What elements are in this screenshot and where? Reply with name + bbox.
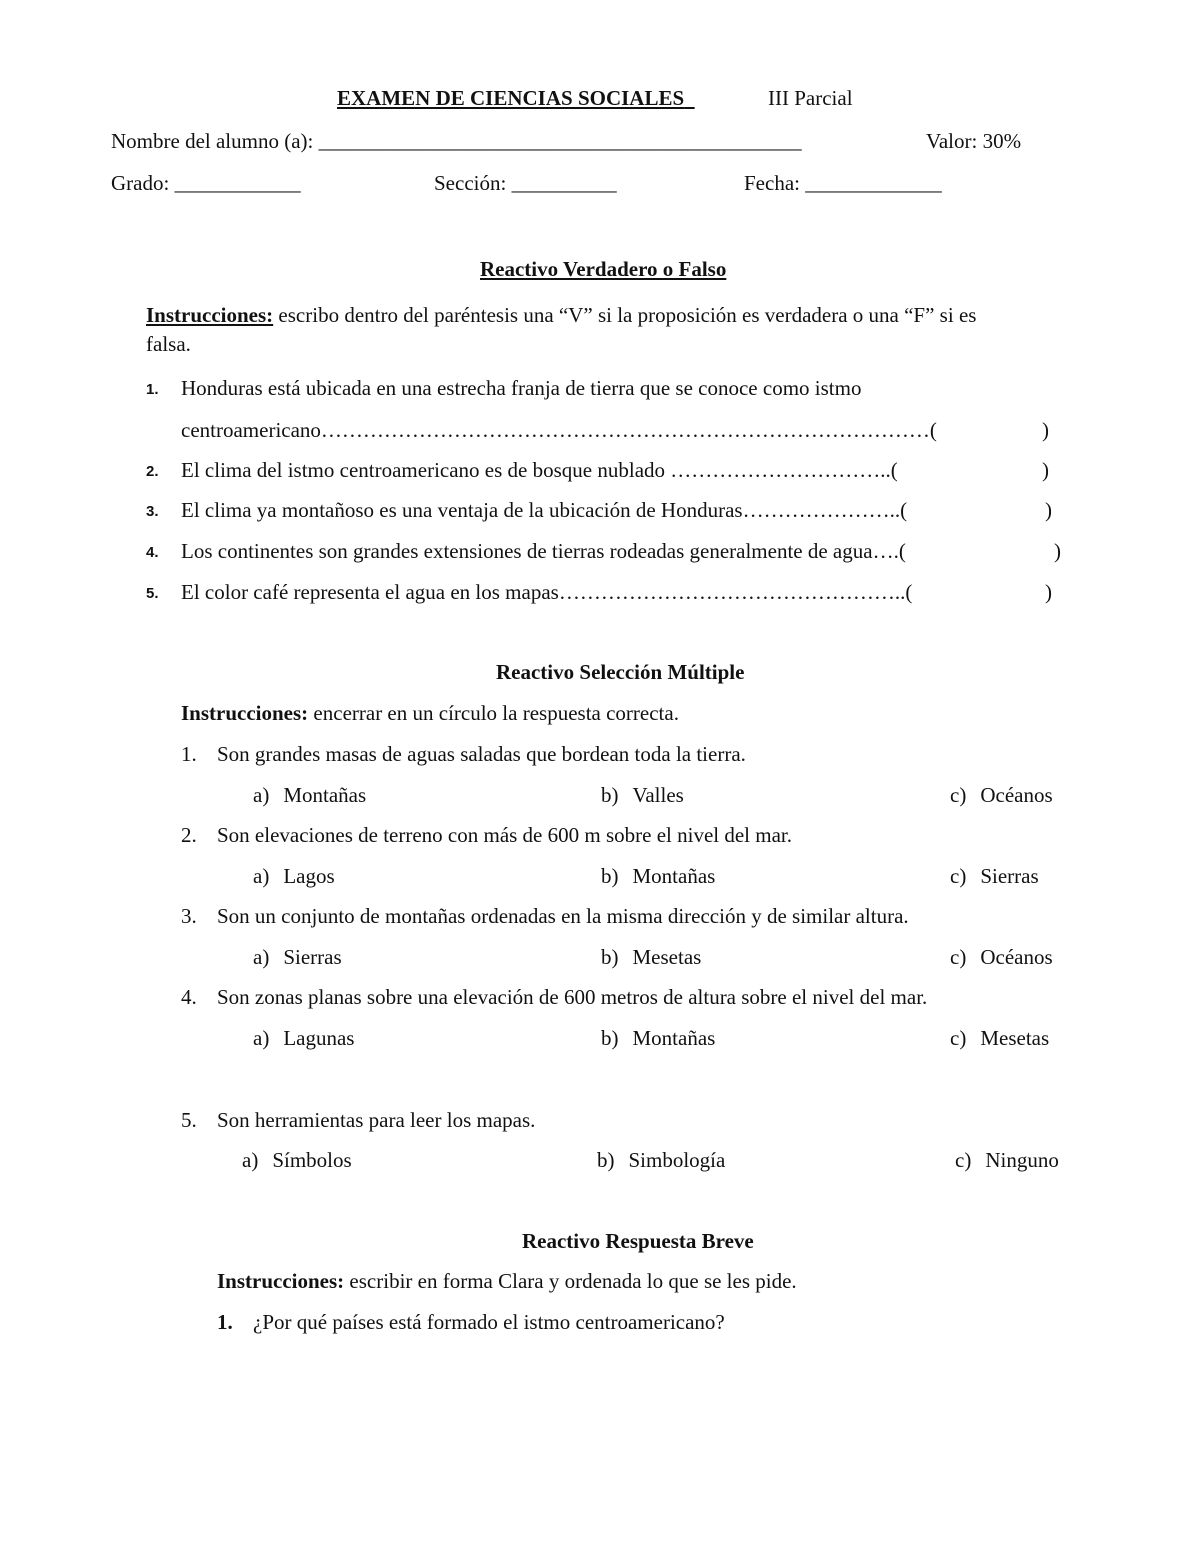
mc-option-b[interactable]: b) Montañas [601,1026,716,1050]
mc-instructions-text: encerrar en un círculo la respuesta correcta. [308,701,679,725]
tf-item-text: El clima del istmo centroamericano es de bosque nublado …………………………..( [181,458,898,482]
mc-question-text: Son grandes masas de aguas saladas que bordean toda la tierra. [217,742,746,766]
tf-answer-close-paren[interactable]: ) [1054,539,1061,563]
tf-item-text: centroamericano……………………………………………………………………………( [181,418,937,442]
mc-question-text: Son herramientas para leer los mapas. [217,1108,536,1132]
tf-item-number: 5. [146,585,159,602]
tf-item-number: 1. [146,381,159,398]
mc-option-a[interactable]: a) Lagos [253,864,335,888]
mc-option-c[interactable]: c) Océanos [950,783,1053,807]
tf-instructions-label: Instrucciones: [146,303,274,327]
mc-option-c[interactable]: c) Ninguno [955,1148,1059,1172]
date-label: Fecha: [744,171,806,195]
tf-item-number: 4. [146,544,159,561]
mc-question-text: Son elevaciones de terreno con más de 600 m sobre el nivel del mar. [217,823,792,847]
section-field [434,173,617,194]
mc-option-c[interactable]: c) Sierras [950,864,1039,888]
mc-question-number: 2. [181,823,197,847]
section-blank[interactable]: __________ [511,171,617,195]
tf-item-text: Honduras está ubicada en una estrecha franja de tierra que se conoce como istmo [181,376,862,400]
exam-value: Valor: 30% [926,129,1022,153]
mc-question-number: 1. [181,742,197,766]
sa-heading: Reactivo Respuesta Breve [522,1229,754,1253]
tf-instructions-cont: falsa. [146,332,191,356]
tf-item-text: El color café representa el agua en los mapas…………………………………………..( [181,580,913,604]
section-label: Sección: [434,171,512,195]
date-field [744,173,942,194]
date-blank[interactable]: _____________ [805,171,942,195]
mc-option-b[interactable]: b) Simbología [597,1148,726,1172]
mc-option-c[interactable]: c) Mesetas [950,1026,1050,1050]
exam-title: EXAMEN DE CIENCIAS SOCIALES [337,86,685,110]
mc-question-number: 3. [181,904,197,928]
sa-instructions-text: escribir en forma Clara y ordenada lo que se les pide. [344,1269,797,1293]
tf-item-text: Los continentes son grandes extensiones de tierras rodeadas generalmente de agua….( [181,539,906,563]
mc-option-b[interactable]: b) Valles [601,783,684,807]
mc-question-number: 4. [181,985,197,1009]
mc-option-a[interactable]: a) Sierras [253,945,342,969]
sa-item-text: ¿Por qué países está formado el istmo centroamericano? [253,1310,725,1334]
tf-answer-close-paren[interactable]: ) [1045,580,1052,604]
student-name-blank[interactable]: ______________________________________________ [318,129,802,153]
mc-option-b[interactable]: b) Mesetas [601,945,702,969]
mc-instructions [181,703,679,724]
mc-option-a[interactable]: a) Símbolos [242,1148,352,1172]
mc-option-b[interactable]: b) Montañas [601,864,716,888]
mc-option-a[interactable]: a) Montañas [253,783,367,807]
tf-item-number: 2. [146,463,159,480]
tf-answer-close-paren[interactable]: ) [1042,458,1049,482]
tf-item-number: 3. [146,503,159,520]
mc-option-a[interactable]: a) Lagunas [253,1026,355,1050]
tf-instructions-text: escribo dentro del paréntesis una “V” si la proposición es verdadera o una “F” si es [273,303,977,327]
tf-heading: Reactivo Verdadero o Falso [480,257,727,281]
mc-question-text: Son un conjunto de montañas ordenadas en la misma dirección y de similar altura. [217,904,909,928]
grade-label: Grado: [111,171,175,195]
sa-item-number: 1. [217,1310,233,1334]
sa-instructions [217,1271,797,1292]
tf-instructions [146,305,976,326]
grade-blank[interactable]: ____________ [174,171,301,195]
grade-field [111,173,301,194]
tf-item-text: El clima ya montañoso es una ventaja de la ubicación de Honduras…………………..( [181,498,908,522]
tf-answer-close-paren[interactable]: ) [1042,418,1049,442]
student-name-line [111,131,802,152]
mc-option-c[interactable]: c) Océanos [950,945,1053,969]
sa-instructions-label: Instrucciones: [217,1269,345,1293]
mc-question-text: Son zonas planas sobre una elevación de 600 metros de altura sobre el nivel del mar. [217,985,928,1009]
student-name-label: Nombre del alumno (a): [111,129,319,153]
mc-instructions-label: Instrucciones: [181,701,309,725]
tf-answer-close-paren[interactable]: ) [1045,498,1052,522]
mc-heading: Reactivo Selección Múltiple [496,660,745,684]
mc-question-number: 5. [181,1108,197,1132]
exam-partial: III Parcial [768,86,853,110]
